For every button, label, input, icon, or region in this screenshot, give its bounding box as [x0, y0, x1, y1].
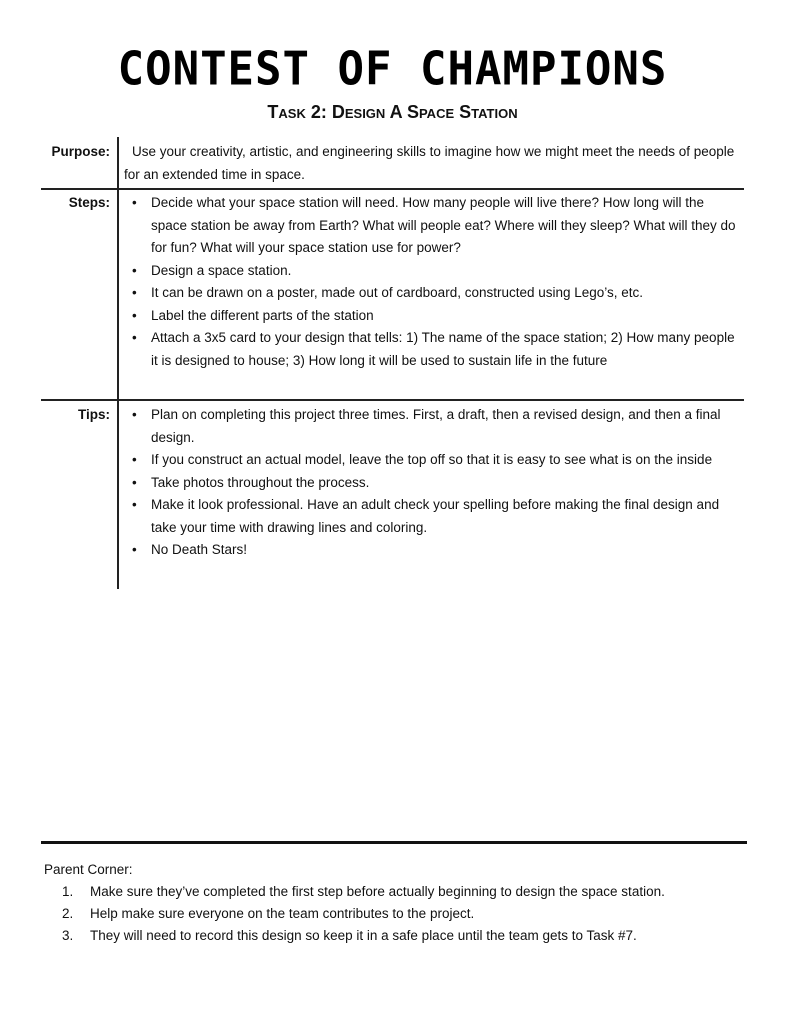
list-item: • No Death Stars!	[124, 539, 736, 562]
list-number: 3.	[62, 928, 74, 943]
list-item: • Attach a 3x5 card to your design that tells: 1) The name of the space station; 2) How many people it is designed to house; 3) How long it will be used to sustain life in the future	[124, 327, 736, 372]
list-item-text: They will need to record this design so keep it in a safe place until the team gets to Task #7.	[90, 928, 637, 943]
list-item: • It can be drawn on a poster, made out of cardboard, constructed using Lego’s, etc.	[124, 282, 736, 305]
list-item-text: Help make sure everyone on the team contributes to the project.	[90, 906, 475, 921]
list-item: • Label the different parts of the station	[124, 305, 736, 328]
list-item: • Take photos throughout the process.	[124, 472, 736, 495]
label-column-divider	[117, 137, 119, 589]
purpose-label: Purpose:	[51, 144, 110, 159]
list-number: 2.	[62, 906, 74, 921]
list-item: • Decide what your space station will need. How many people will live there? How long will the space station be away from Earth? What will people eat? Where will they sleep? What will they do for fun? What will your space station use for power?	[124, 192, 736, 260]
list-item: • Design a space station.	[124, 260, 736, 283]
steps-list	[124, 192, 736, 372]
list-item	[44, 881, 744, 903]
list-item	[44, 903, 744, 925]
task-subtitle: Task 2: Design A Space Station	[267, 102, 518, 122]
list-number: 1.	[62, 884, 74, 899]
list-item: • Plan on completing this project three times. First, a draft, then a revised design, and then a final design.	[124, 404, 736, 449]
parent-corner-list	[44, 881, 744, 947]
tips-list	[124, 404, 736, 562]
section-divider-tips	[41, 399, 744, 401]
list-item: • Make it look professional. Have an adult check your spelling before making the final design and take your time with drawing lines and coloring.	[124, 494, 736, 539]
steps-label: Steps:	[68, 195, 110, 210]
list-item: • If you construct an actual model, leave the top off so that it is easy to see what is on the inside	[124, 449, 736, 472]
page-title: CONTEST OF CHAMPIONS	[117, 42, 668, 97]
list-item	[44, 925, 744, 947]
list-item-text: Make sure they’ve completed the first step before actually beginning to design the space station.	[90, 884, 665, 899]
purpose-text: Use your creativity, artistic, and engineering skills to imagine how we might meet the needs of people for an extended time in space.	[124, 144, 735, 182]
footer-divider	[41, 841, 747, 844]
section-divider-steps	[41, 188, 744, 190]
parent-corner-title: Parent Corner:	[44, 862, 133, 877]
tips-label: Tips:	[77, 407, 110, 422]
